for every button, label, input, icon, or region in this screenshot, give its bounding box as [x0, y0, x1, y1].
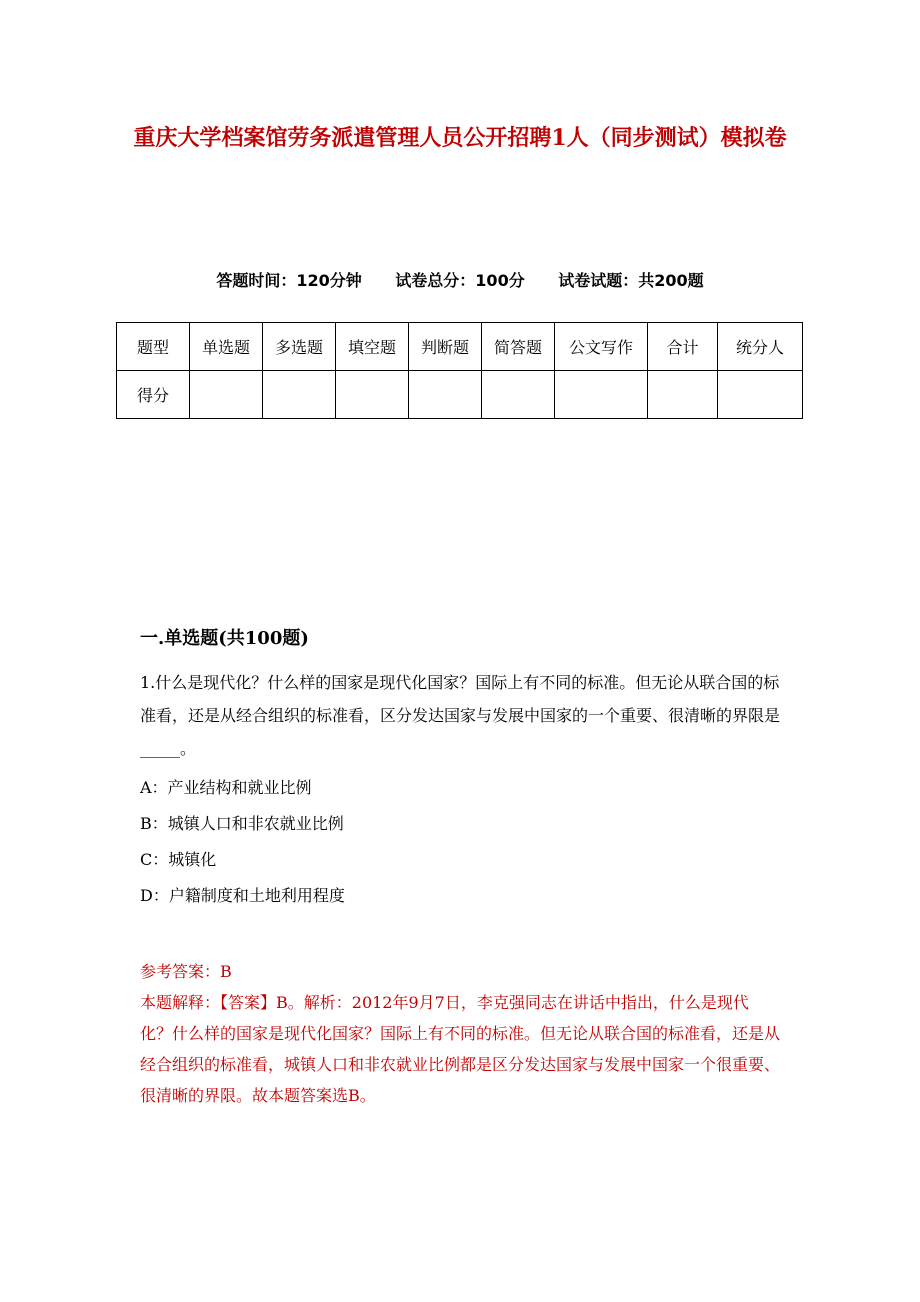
score-cell: [190, 371, 263, 419]
answer-block: [140, 956, 780, 1111]
score-table-score-row: [117, 371, 803, 419]
header-cell: 多选题: [263, 323, 336, 371]
option-c: C：城镇化: [140, 850, 217, 869]
row-label: 得分: [117, 371, 190, 419]
question-text: 1.什么是现代化？什么样的国家是现代化国家？国际上有不同的标准。但无论从联合国的标准看，还是从经合组织的标准看，区分发达国家与发展中国家的一个重要、很清晰的界限是_____。: [140, 673, 781, 758]
score-cell: [718, 371, 803, 419]
score-cell: [409, 371, 482, 419]
score-cell: [648, 371, 718, 419]
section-title: 一.单选题(共100题): [140, 628, 309, 649]
header-cell: 简答题: [482, 323, 555, 371]
document-title: 重庆大学档案馆劳务派遣管理人员公开招聘1人（同步测试）模拟卷: [133, 125, 787, 151]
score-table-header-row: [117, 323, 803, 371]
header-cell: 合计: [648, 323, 718, 371]
header-cell: 题型: [117, 323, 190, 371]
header-cell: 公文写作: [555, 323, 648, 371]
score-cell: [555, 371, 648, 419]
exam-total: 试卷总分：100分: [395, 271, 525, 290]
exam-meta: [0, 268, 920, 291]
header-cell: 判断题: [409, 323, 482, 371]
header-cell: 填空题: [336, 323, 409, 371]
header-cell: 统分人: [718, 323, 803, 371]
answer-label: 参考答案：B: [140, 962, 232, 981]
score-cell: [482, 371, 555, 419]
score-cell: [263, 371, 336, 419]
score-table: [116, 322, 803, 419]
header-cell: 单选题: [190, 323, 263, 371]
exam-count: 试卷试题：共200题: [558, 271, 704, 290]
option-d: D：户籍制度和土地利用程度: [140, 886, 345, 905]
option-b: B：城镇人口和非农就业比例: [140, 814, 344, 833]
option-list: [140, 774, 345, 918]
answer-explanation: 本题解释：【答案】B。解析：2012年9月7日，李克强同志在讲话中指出，什么是现代化？什么样的国家是现代化国家？国际上有不同的标准。但无论从联合国的标准看，还是从经合组织的标准看，城镇人口和非农就业比例都是区分发达国家与发展中国家一个很重要、很清晰的界限。故本题答案选B。: [140, 993, 781, 1105]
score-cell: [336, 371, 409, 419]
option-a: A：产业结构和就业比例: [140, 778, 312, 797]
exam-time: 答题时间：120分钟: [216, 271, 362, 290]
